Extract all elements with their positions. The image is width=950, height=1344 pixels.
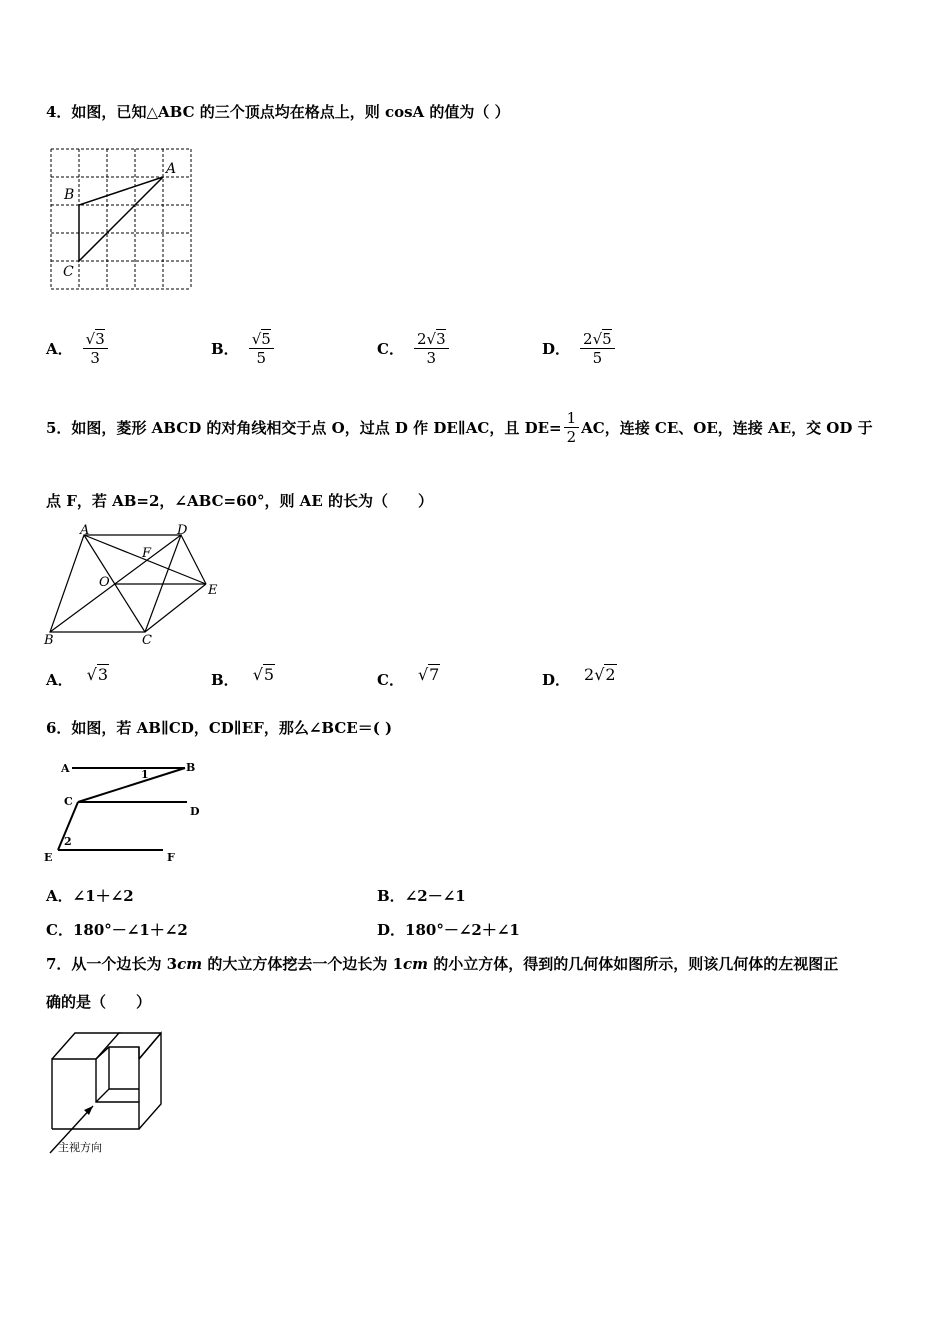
- q5-fraction: $\frac{1}{2}$: [564, 409, 580, 446]
- q6-stem: 6．如图，若 AB∥CD，CD∥EF，那么∠BCE＝( ): [46, 719, 393, 737]
- label-o: O: [99, 575, 110, 590]
- label-c: C: [142, 633, 152, 648]
- option-letter: B．: [211, 339, 239, 358]
- option-letter: A．: [46, 887, 73, 905]
- label-b: B: [64, 187, 75, 203]
- q4-grid-figure: [48, 146, 196, 294]
- option-letter: D．: [542, 339, 571, 358]
- q4-option-a[interactable]: [46, 322, 108, 374]
- q5-option-a[interactable]: [46, 660, 109, 690]
- option-letter: D．: [377, 921, 406, 939]
- q5-rhombus-figure: [42, 522, 232, 648]
- label-b: B: [186, 761, 196, 774]
- option-fraction: $\frac{√5}{5}$: [249, 330, 274, 367]
- label-f: F: [142, 546, 152, 561]
- option-text: 180°－∠2＋∠1: [405, 921, 520, 939]
- q4-option-d[interactable]: [542, 322, 615, 374]
- label-a: A: [166, 161, 177, 177]
- q7-stem-line1: 7．从一个边长为 3cm 的大立方体挖去一个边长为 1cm 的小立方体，得到的几何体如图所示，则该几何体的左视图正: [46, 955, 839, 973]
- q5-option-c[interactable]: [377, 660, 440, 690]
- q4-option-c[interactable]: [377, 322, 449, 374]
- q5-stem-line1: 5．如图，菱形 ABCD 的对角线相交于点 O，过点 D 作 DE∥AC，且 DE= $\frac{1}{2}$ AC，连接 CE、OE，连接 AE，交 OD 于: [46, 408, 873, 446]
- label-c: C: [63, 264, 74, 280]
- option-fraction: $\frac{2√5}{5}$: [580, 330, 615, 367]
- q5-option-d[interactable]: [542, 660, 617, 690]
- q4-stem: 4．如图，已知△ABC 的三个顶点均在格点上，则 cosA 的值为（ ）: [46, 103, 510, 121]
- option-text: 180°－∠1＋∠2: [72, 921, 188, 939]
- label-b: B: [44, 633, 54, 648]
- label-f: F: [167, 851, 175, 864]
- q7-stem-line2: 确的是（ ）: [46, 993, 152, 1011]
- option-radical: √7: [417, 665, 440, 684]
- q5-stem-line2: 点 F，若 AB=2，∠ABC=60°，则 AE 的长为（ ）: [46, 492, 433, 510]
- q6-parallel-lines-figure: [40, 755, 210, 867]
- q5-option-b[interactable]: [211, 660, 275, 690]
- q7-cube-figure: [42, 1026, 167, 1161]
- option-fraction: $\frac{√3}{3}$: [83, 330, 108, 367]
- label-a: A: [80, 523, 90, 538]
- option-letter: B．: [211, 671, 239, 689]
- option-letter: D．: [542, 671, 571, 689]
- label-e: E: [208, 583, 218, 598]
- option-letter: B．: [377, 887, 405, 905]
- option-letter: C．: [377, 339, 404, 358]
- label-c: C: [64, 795, 73, 808]
- triangle-abc: [79, 177, 163, 261]
- label-d: D: [177, 523, 188, 538]
- q6-option-c[interactable]: [46, 919, 188, 940]
- option-radical: √5: [252, 665, 275, 684]
- option-letter: A．: [46, 339, 73, 358]
- q6-option-a[interactable]: [46, 885, 134, 906]
- q6-option-b[interactable]: [377, 885, 466, 906]
- viewing-direction-label: 主视方向: [58, 1141, 102, 1154]
- option-fraction: $\frac{2√3}{3}$: [414, 330, 449, 367]
- q4-option-b[interactable]: [211, 322, 274, 374]
- option-radical: √3: [86, 665, 109, 684]
- option-radical: 2√2: [584, 665, 616, 684]
- label-a: A: [61, 762, 70, 775]
- label-angle1: 1: [141, 768, 149, 781]
- label-e: E: [44, 851, 53, 864]
- option-text: ∠1＋∠2: [72, 887, 134, 905]
- q6-option-d[interactable]: [377, 919, 520, 940]
- label-angle2: 2: [64, 835, 72, 848]
- option-letter: C．: [377, 671, 404, 689]
- label-d: D: [190, 805, 200, 818]
- option-letter: C．: [46, 921, 73, 939]
- option-text: ∠2－∠1: [404, 887, 466, 905]
- option-letter: A．: [46, 671, 73, 689]
